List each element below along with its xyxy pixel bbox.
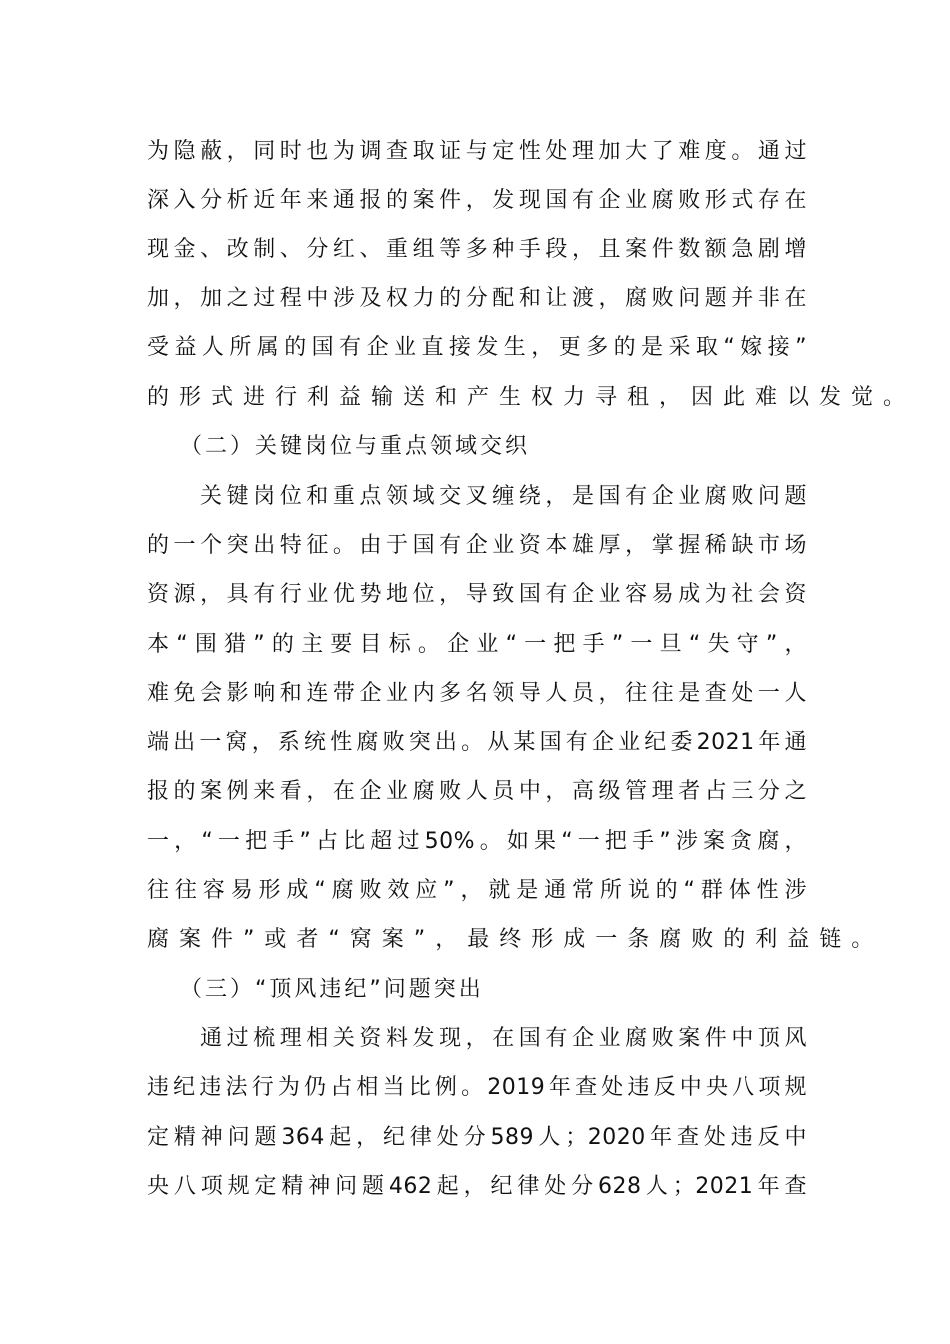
paragraph-line: 的一个突出特征。由于国有企业资本雄厚，掌握稀缺市场 xyxy=(147,533,807,558)
paragraph-line: 腐案件”或者“窝案”，最终形成一条腐败的利益链。 xyxy=(147,927,884,952)
paragraph-line: 违纪违法行为仍占相当比例。2019年查处违反中央八项规 xyxy=(147,1075,807,1100)
paragraph-line: 通过梳理相关资料发现，在国有企业腐败案件中顶风 xyxy=(200,1026,807,1051)
section-heading-2: （二）关键岗位与重点领域交织 xyxy=(180,434,531,459)
paragraph-line: 定精神问题364起，纪律处分589人；2020年查处违反中 xyxy=(147,1125,807,1150)
paragraph-line: 深入分析近年来通报的案件，发现国有企业腐败形式存在 xyxy=(147,188,807,213)
paragraph-line: 为隐蔽，同时也为调查取证与定性处理加大了难度。通过 xyxy=(147,139,807,164)
paragraph-line: 难免会影响和连带企业内多名领导人员，往往是查处一人 xyxy=(147,681,807,706)
paragraph-line: 加，加之过程中涉及权力的分配和让渡，腐败问题并非在 xyxy=(147,286,807,311)
paragraph-line: 受益人所属的国有企业直接发生，更多的是采取“嫁接” xyxy=(147,335,807,360)
paragraph-line: 报的案例来看，在企业腐败人员中，高级管理者占三分之 xyxy=(147,779,807,804)
section-heading-3: （三）“顶风违纪”问题突出 xyxy=(180,977,484,1002)
paragraph-line: 端出一窝，系统性腐败突出。从某国有企业纪委2021年通 xyxy=(147,730,807,755)
paragraph-line: 的形式进行利益输送和产生权力寻租，因此难以发觉。 xyxy=(147,385,916,410)
paragraph-line: 本“围猎”的主要目标。企业“一把手”一旦“失守”， xyxy=(147,632,807,657)
paragraph-line: 央八项规定精神问题462起，纪律处分628人；2021年查 xyxy=(147,1174,807,1199)
paragraph-line: 一，“一把手”占比超过50%。如果“一把手”涉案贪腐， xyxy=(147,829,807,854)
paragraph-line: 现金、改制、分红、重组等多种手段，且案件数额急剧增 xyxy=(147,237,807,262)
paragraph-line: 资源，具有行业优势地位，导致国有企业容易成为社会资 xyxy=(147,582,807,607)
paragraph-line: 往往容易形成“腐败效应”，就是通常所说的“群体性涉 xyxy=(147,878,807,903)
paragraph-line: 关键岗位和重点领域交叉缠绕，是国有企业腐败问题 xyxy=(200,484,807,509)
